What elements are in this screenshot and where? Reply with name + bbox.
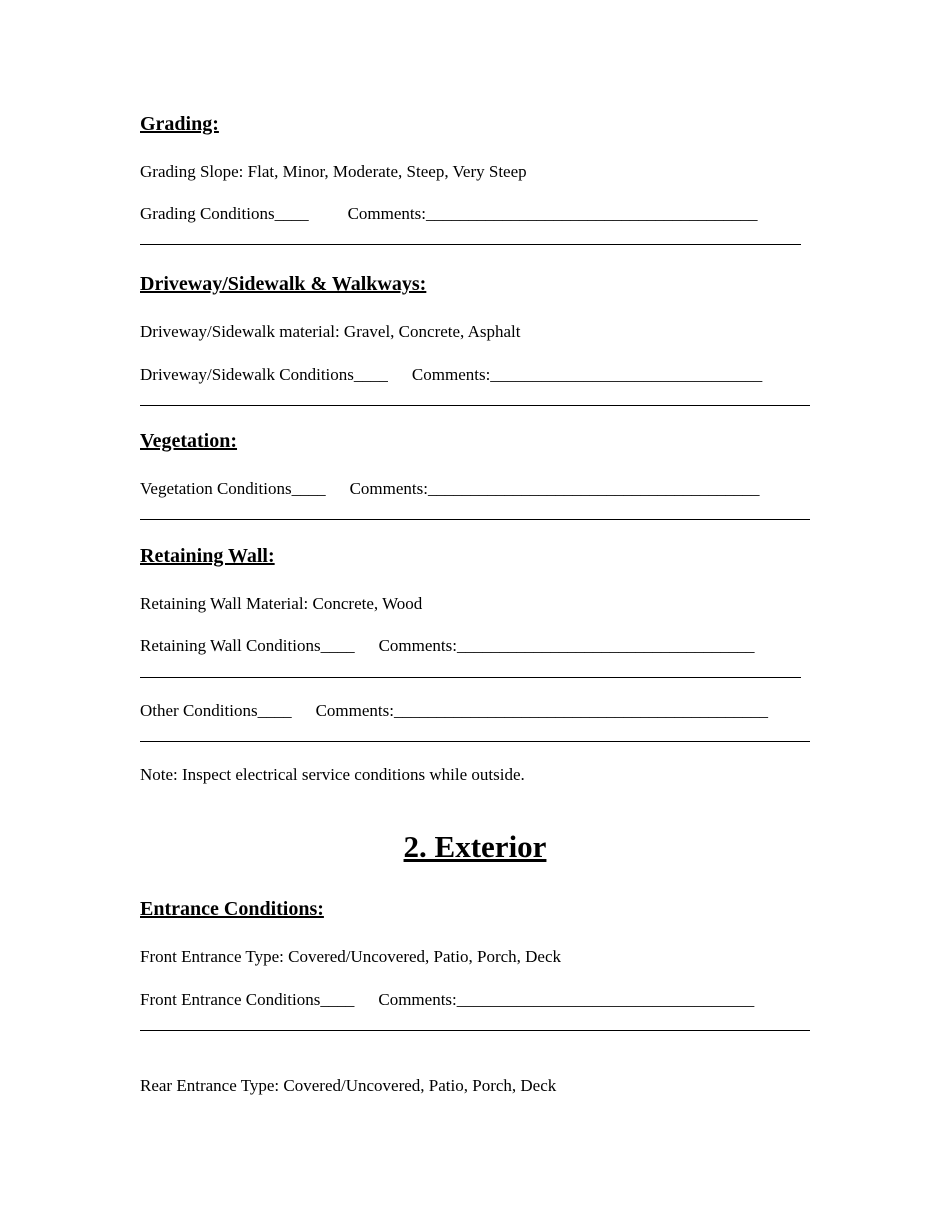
driveway-comments-field[interactable]: Comments:________________________________ [411,365,763,384]
rear-entrance-type: Rear Entrance Type: Covered/Uncovered, Patio, Porch, Deck [140,1076,557,1095]
retaining-wall-comments-field[interactable]: Comments:___________________________________ [378,636,755,655]
note-text: Note: Inspect electrical service conditions while outside. [140,765,525,784]
front-entrance-comments-field[interactable]: Comments:___________________________________ [378,990,755,1009]
grading-conditions-field[interactable]: Grading Conditions____ [140,204,309,223]
retaining-wall-conditions-field[interactable]: Retaining Wall Conditions____ [140,636,355,655]
other-comments-field[interactable]: Comments:____________________________________________ [315,701,768,720]
grading-conditions-row [140,204,758,224]
other-conditions-row [140,701,768,721]
front-entrance-conditions-field[interactable]: Front Entrance Conditions____ [140,990,355,1009]
front-entrance-type: Front Entrance Type: Covered/Uncovered, Patio, Porch, Deck [140,947,562,966]
retaining-wall-conditions-row [140,636,755,656]
vegetation-conditions-row [140,479,759,499]
section-title: 2. Exterior [403,829,547,864]
vegetation-comment-line[interactable] [140,519,810,520]
grading-comment-line[interactable] [140,244,801,245]
retaining-wall-comment-line[interactable] [140,677,801,678]
grading-comments-field[interactable]: Comments:_______________________________________ [347,204,758,223]
grading-slope: Grading Slope: Flat, Minor, Moderate, Steep, Very Steep [140,162,527,181]
front-entrance-comment-line[interactable] [140,1030,810,1031]
other-comment-line[interactable] [140,741,810,742]
retaining-wall-heading: Retaining Wall: [140,545,275,567]
other-conditions-field[interactable]: Other Conditions____ [140,701,292,720]
retaining-wall-material: Retaining Wall Material: Concrete, Wood [140,594,423,613]
entrance-heading: Entrance Conditions: [140,898,324,920]
driveway-material: Driveway/Sidewalk material: Gravel, Concrete, Asphalt [140,322,521,341]
vegetation-conditions-field[interactable]: Vegetation Conditions____ [140,479,326,498]
driveway-heading: Driveway/Sidewalk & Walkways: [140,273,427,295]
front-entrance-conditions-row [140,990,754,1010]
driveway-conditions-row [140,365,762,385]
vegetation-heading: Vegetation: [140,430,238,452]
driveway-conditions-field[interactable]: Driveway/Sidewalk Conditions____ [140,365,388,384]
driveway-comment-line[interactable] [140,405,810,406]
grading-heading: Grading: [140,113,219,135]
vegetation-comments-field[interactable]: Comments:_______________________________________ [349,479,760,498]
